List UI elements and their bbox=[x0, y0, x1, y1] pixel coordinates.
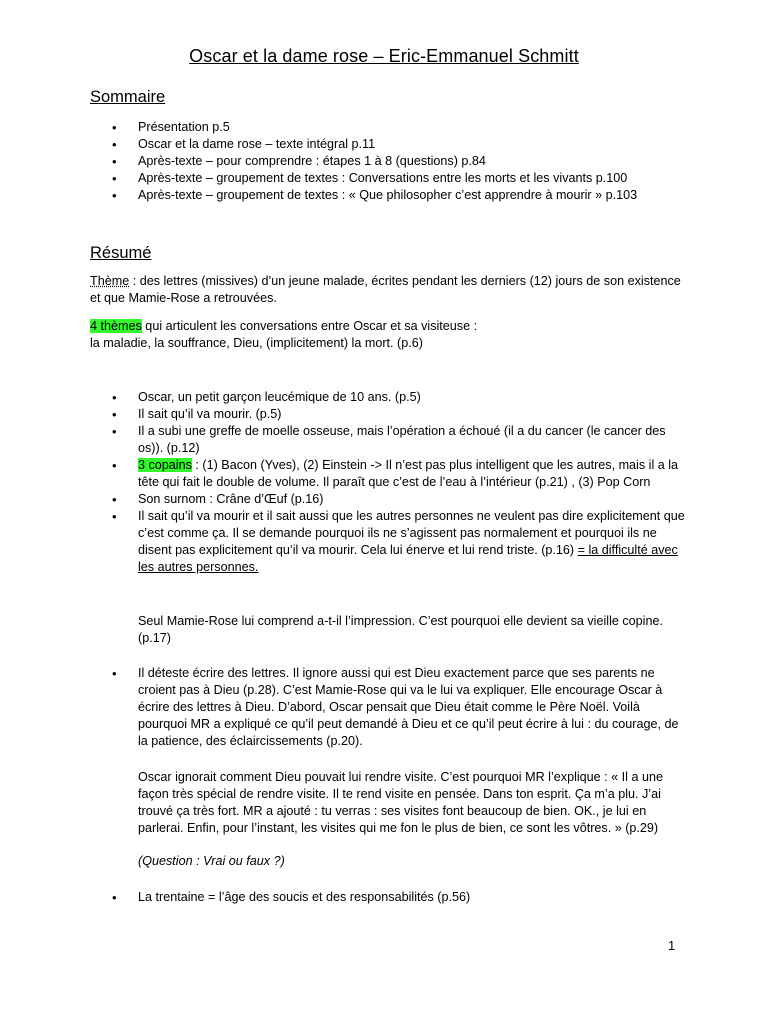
list-item: • Présentation p.5 bbox=[90, 119, 690, 136]
copains-text: : (1) Bacon (Yves), (2) Einstein -> Il n’est pas plus intelligent que les autres, mais il a la tête qui fait le double de volume. Il paraît que c’est de l’eau à l’intérieur (p.21) , (3) Pop Corn bbox=[138, 458, 679, 489]
list-item: • Il sait qu’il va mourir. (p.5) bbox=[90, 406, 690, 423]
sommaire-heading: Sommaire bbox=[90, 88, 166, 106]
list-item: • Oscar, un petit garçon leucémique de 10 ans. (p.5) bbox=[90, 389, 690, 406]
list-item: • La trentaine = l’âge des soucis et des responsabilités (p.56) bbox=[90, 889, 690, 906]
resume-heading: Résumé bbox=[90, 244, 152, 262]
page-number: 1 bbox=[668, 938, 676, 953]
trentaine-list bbox=[90, 889, 690, 906]
dieu-list bbox=[90, 665, 690, 750]
list-item: • Après-texte – pour comprendre : étapes 1 à 8 (questions) p.84 bbox=[90, 153, 690, 170]
document-title: Oscar et la dame rose – Eric-Emmanuel Schmitt bbox=[189, 46, 579, 66]
list-item: • Il a subi une greffe de moelle osseuse, mais l’opération a échoué (il a du cancer (le cancer des os)). (p.12) bbox=[90, 423, 690, 457]
themes-paragraph bbox=[90, 318, 690, 352]
list-item: • Son surnom : Crâne d’Œuf (p.16) bbox=[90, 491, 690, 508]
list-item: • Après-texte – groupement de textes : Conversations entre les morts et les vivants p.100 bbox=[90, 170, 690, 187]
themes-line2: la maladie, la souffrance, Dieu, (implicitement) la mort. (p.6) bbox=[90, 336, 423, 350]
difficulty-text: Il sait qu’il va mourir et il sait aussi que les autres personnes ne veulent pas dire explicitement que c’est comme ça. Il se demande pourquoi ils ne s’agissent pas normalement et pourquoi ils ne disent pas explicitement qu’il va mourir. Cela lui énerve et lui rend triste. (p.16) bbox=[138, 509, 685, 557]
theme-paragraph bbox=[90, 273, 690, 307]
list-item: • Il déteste écrire des lettres. Il ignore aussi qui est Dieu exactement parce que ses parents ne croient pas à Dieu (p.28). C’est Mamie-Rose qui va le lui va expliquer. Elle encourage Oscar à écrire des lettres à Dieu. D’abord, Oscar pensait que Dieu était comme le Père Noël. Voilà pourquoi MR a expliqué ce qu’il peut demandé à Dieu et ce qu’il peut écrire à lui : du courage, de la patience, des éclaircissements (p.20). bbox=[90, 665, 690, 750]
copains-highlight: 3 copains bbox=[138, 458, 192, 472]
themes-text: qui articulent les conversations entre Oscar et sa visiteuse : bbox=[141, 319, 478, 333]
resume-list bbox=[90, 389, 690, 576]
visite-paragraph: Oscar ignorait comment Dieu pouvait lui rendre visite. C’est pourquoi MR l’explique : « Il a une façon très spécial de rendre visite. Il te rend visite en pensée. Dans ton esprit. Ça m’a plu. J’ai trouvé ça très fort. MR a ajouté : tu verras : ses visites font beaucoup de bien. OK., je lui en parlerai. Enfin, pour l’instant, les visites qui me fon le plus de bien, ce sont les vôtres. » (p.29) bbox=[138, 770, 663, 835]
list-item bbox=[90, 508, 690, 576]
mamie-rose-paragraph: Seul Mamie-Rose lui comprend a-t-il l’impression. C’est pourquoi elle devient sa vieille copine. (p.17) bbox=[138, 614, 663, 645]
themes-highlight: 4 thèmes bbox=[90, 319, 142, 333]
theme-text: : des lettres (missives) d’un jeune malade, écrites pendant les derniers (12) jours de son existence et que Mamie-Rose a retrouvées. bbox=[90, 274, 681, 305]
list-item bbox=[90, 457, 690, 491]
list-item: • Après-texte – groupement de textes : « Que philosopher c’est apprendre à mourir » p.103 bbox=[90, 187, 690, 204]
sommaire-list bbox=[90, 119, 690, 204]
list-item: • Oscar et la dame rose – texte intégral p.11 bbox=[90, 136, 690, 153]
difficulty-underline: = la difficulté avec les autres personnes. bbox=[138, 543, 678, 574]
theme-label: Thème bbox=[90, 274, 130, 288]
question-text: (Question : Vrai ou faux ?) bbox=[138, 854, 285, 868]
